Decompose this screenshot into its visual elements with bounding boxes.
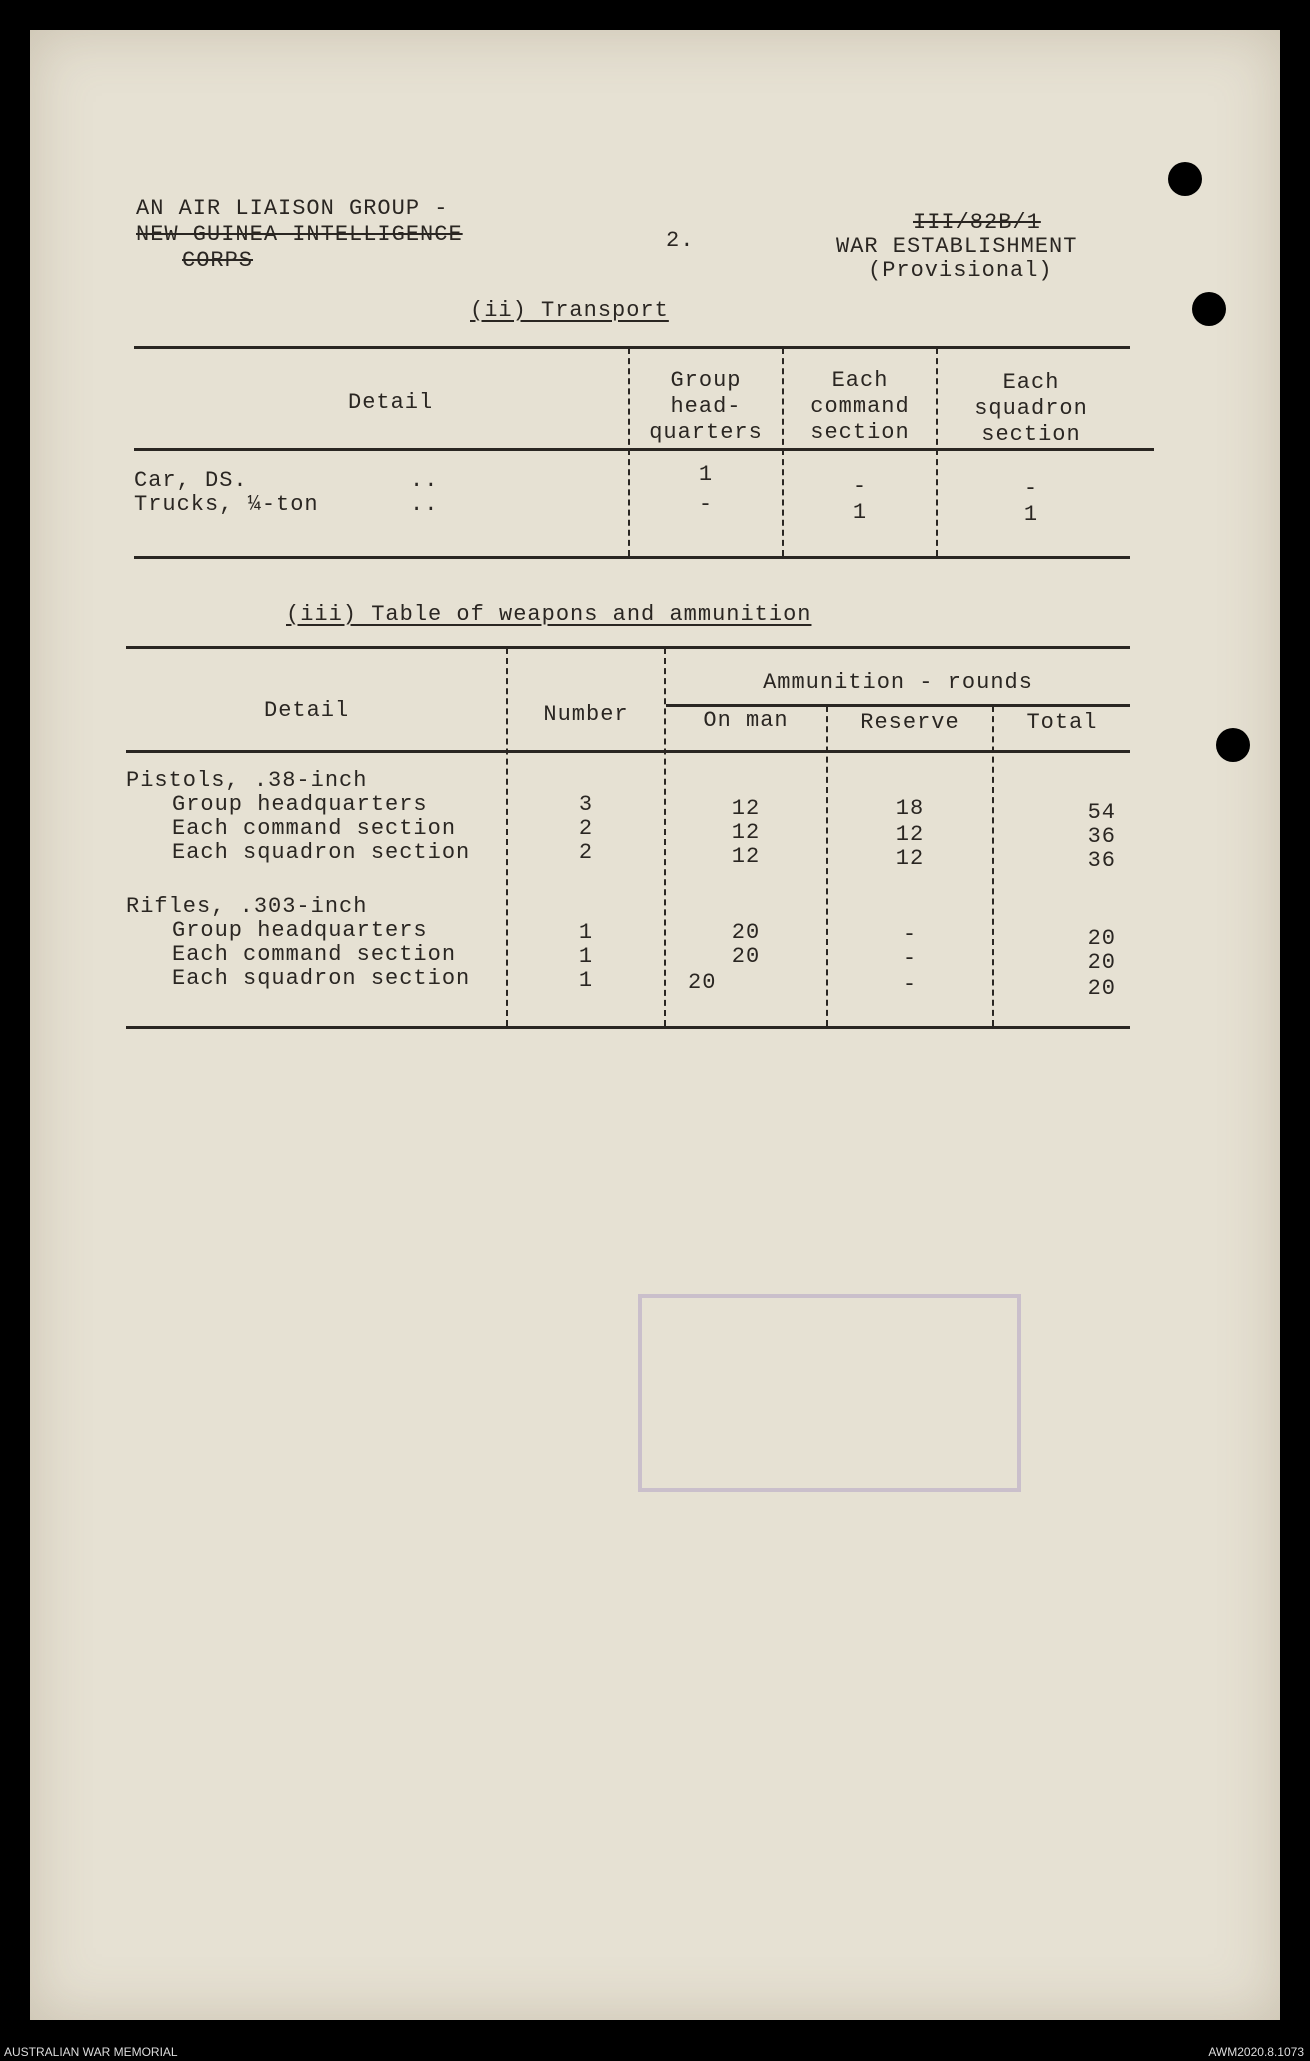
weapon-group-name: Rifles, .303-inch <box>126 894 368 919</box>
page-number: 2. <box>666 228 695 253</box>
transport-row-squadron: - <box>1023 476 1039 501</box>
rule <box>134 556 1130 559</box>
weapon-row-total: 54 <box>1087 800 1116 825</box>
transport-row-dots: .. <box>410 468 439 493</box>
rule <box>126 646 1130 649</box>
weapon-group-name: Pistols, .38-inch <box>126 768 368 793</box>
transport-col-group: Group <box>670 368 742 393</box>
establishment-status: (Provisional) <box>868 258 1053 283</box>
transport-row-group: 1 <box>698 462 714 487</box>
weapons-col-number: Number <box>543 702 629 727</box>
punch-hole <box>1216 728 1250 762</box>
weapon-row-number: 1 <box>578 968 594 993</box>
transport-row-detail: Car, DS. <box>134 468 248 493</box>
weapon-row-number: 2 <box>578 840 594 865</box>
weapon-row-onman: 20 <box>688 970 717 995</box>
weapon-row-reserve: - <box>902 972 918 997</box>
weapon-row-total: 36 <box>1087 848 1116 873</box>
weapon-row-reserve: 12 <box>895 846 925 871</box>
rule <box>126 1026 1130 1029</box>
weapon-row-detail: Each command section <box>172 942 457 967</box>
weapon-row-reserve: 18 <box>895 796 925 821</box>
transport-col-command: Each <box>831 368 889 393</box>
weapons-col-detail: Detail <box>264 698 350 723</box>
weapon-row-total: 20 <box>1087 926 1116 951</box>
transport-col-group: head- <box>670 394 742 419</box>
transport-col-squadron: Each <box>1002 370 1060 395</box>
weapon-row-onman: 12 <box>731 844 761 869</box>
rule <box>126 750 1130 753</box>
punch-hole <box>1168 162 1202 196</box>
document-page <box>30 30 1280 2020</box>
rule <box>134 448 1154 451</box>
weapon-row-total: 36 <box>1087 824 1116 849</box>
transport-col-command: command <box>810 394 910 419</box>
weapon-row-detail: Each squadron section <box>172 840 471 865</box>
weapon-row-detail: Group headquarters <box>172 918 428 943</box>
transport-row-squadron: 1 <box>1023 502 1039 527</box>
weapon-row-reserve: - <box>902 922 918 947</box>
unit-name-line3: CORPS <box>182 248 254 273</box>
archive-reference: AWM2020.8.1073 <box>1208 2045 1304 2059</box>
weapon-row-total: 20 <box>1087 950 1116 975</box>
establishment-title: WAR ESTABLISHMENT <box>836 234 1078 259</box>
weapons-col-reserve: Reserve <box>860 710 960 735</box>
transport-col-detail: Detail <box>348 390 434 415</box>
faded-stamp <box>638 1294 1021 1492</box>
transport-col-squadron: section <box>981 422 1081 447</box>
weapon-row-number: 2 <box>578 816 594 841</box>
transport-row-command: - <box>852 474 868 499</box>
transport-title: (ii) Transport <box>470 298 669 323</box>
punch-hole <box>1192 292 1226 326</box>
transport-col-group: quarters <box>649 420 763 445</box>
weapons-col-ammunition: Ammunition - rounds <box>763 670 1033 695</box>
weapon-row-total: 20 <box>1087 976 1116 1001</box>
weapon-row-detail: Each command section <box>172 816 457 841</box>
weapon-row-reserve: 12 <box>895 822 925 847</box>
transport-row-command: 1 <box>852 500 868 525</box>
weapon-row-onman: 12 <box>731 796 761 821</box>
weapon-row-onman: 12 <box>731 820 761 845</box>
unit-name-line2: NEW GUINEA INTELLIGENCE <box>136 222 463 247</box>
weapon-row-detail: Each squadron section <box>172 966 471 991</box>
transport-row-dots: .. <box>410 492 439 517</box>
weapon-row-number: 3 <box>578 792 594 817</box>
weapons-title: (iii) Table of weapons and ammunition <box>286 602 812 627</box>
weapon-row-onman: 20 <box>731 920 761 945</box>
weapons-col-onman: On man <box>703 708 789 733</box>
transport-col-command: section <box>810 420 910 445</box>
weapon-row-reserve: - <box>902 946 918 971</box>
weapon-row-number: 1 <box>578 944 594 969</box>
transport-row-group: - <box>698 492 714 517</box>
rule <box>666 704 1130 707</box>
reference-code: III/82B/1 <box>913 210 1041 235</box>
transport-row-detail: Trucks, ¼-ton <box>134 492 319 517</box>
weapon-row-number: 1 <box>578 920 594 945</box>
unit-name-line1: AN AIR LIAISON GROUP - <box>136 196 449 221</box>
weapon-row-onman: 20 <box>731 944 761 969</box>
weapons-col-total: Total <box>1026 710 1098 735</box>
transport-col-squadron: squadron <box>974 396 1088 421</box>
rule <box>134 346 1130 349</box>
weapon-row-detail: Group headquarters <box>172 792 428 817</box>
archive-credit: AUSTRALIAN WAR MEMORIAL <box>4 2045 178 2059</box>
